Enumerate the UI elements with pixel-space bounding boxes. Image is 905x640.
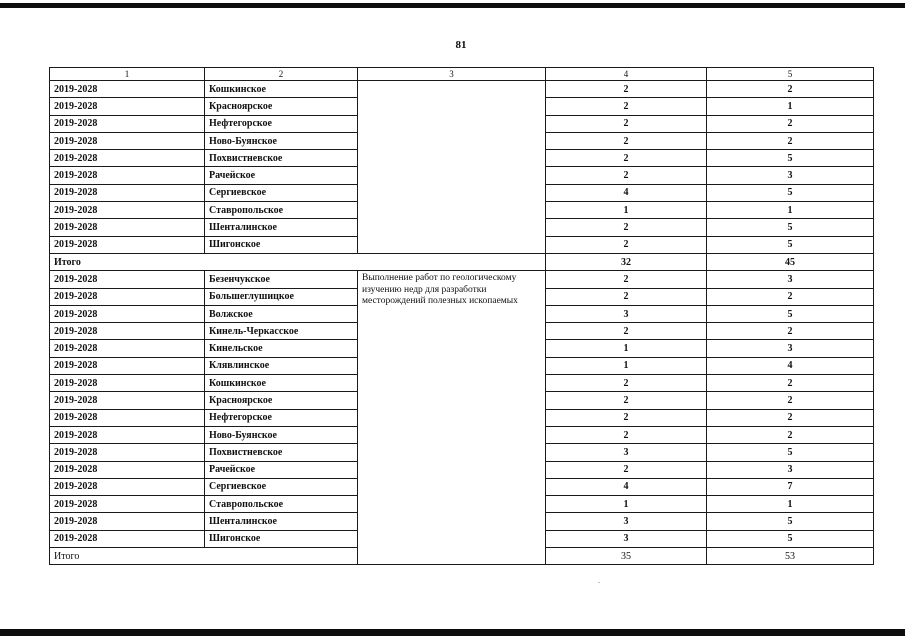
period-cell: 2019-2028 [50, 426, 205, 443]
table-row [50, 81, 874, 98]
period-cell: 2019-2028 [50, 150, 205, 167]
top-border [0, 3, 905, 8]
value-col-4: 2 [546, 461, 707, 478]
total-row [50, 253, 874, 270]
period-cell: 2019-2028 [50, 340, 205, 357]
district-name-cell: Сергиевское [205, 184, 358, 201]
period-cell: 2019-2028 [50, 409, 205, 426]
period-cell: 2019-2028 [50, 323, 205, 340]
scan-artifact [598, 582, 600, 583]
district-name-cell: Красноярское [205, 392, 358, 409]
value-col-4: 2 [546, 426, 707, 443]
value-col-4: 2 [546, 271, 707, 288]
district-name-cell: Шенталинское [205, 219, 358, 236]
page-number: 81 [455, 39, 467, 51]
district-name-cell: Похвистневское [205, 444, 358, 461]
header-col-2: 2 [205, 68, 358, 81]
period-cell: 2019-2028 [50, 496, 205, 513]
value-col-4: 3 [546, 305, 707, 322]
header-col-1: 1 [50, 68, 205, 81]
total-col-5: 53 [707, 548, 874, 565]
period-cell: 2019-2028 [50, 288, 205, 305]
period-cell: 2019-2028 [50, 271, 205, 288]
value-col-4: 2 [546, 150, 707, 167]
district-name-cell: Красноярское [205, 98, 358, 115]
value-col-5: 3 [707, 340, 874, 357]
district-name-cell: Шигонское [205, 236, 358, 253]
header-col-5: 5 [707, 68, 874, 81]
value-col-4: 2 [546, 409, 707, 426]
value-col-4: 4 [546, 184, 707, 201]
period-cell: 2019-2028 [50, 219, 205, 236]
district-name-cell: Ставропольское [205, 496, 358, 513]
period-cell: 2019-2028 [50, 167, 205, 184]
total-col-4: 35 [546, 548, 707, 565]
value-col-5: 5 [707, 444, 874, 461]
district-name-cell: Похвистневское [205, 150, 358, 167]
value-col-5: 4 [707, 357, 874, 374]
value-col-5: 2 [707, 323, 874, 340]
period-cell: 2019-2028 [50, 81, 205, 98]
value-col-4: 1 [546, 202, 707, 219]
value-col-5: 2 [707, 375, 874, 392]
value-col-5: 2 [707, 426, 874, 443]
value-col-4: 2 [546, 132, 707, 149]
value-col-5: 3 [707, 461, 874, 478]
value-col-5: 2 [707, 115, 874, 132]
value-col-4: 2 [546, 98, 707, 115]
value-col-4: 2 [546, 115, 707, 132]
description-cell [358, 81, 546, 254]
value-col-5: 3 [707, 167, 874, 184]
period-cell: 2019-2028 [50, 132, 205, 149]
value-col-5: 1 [707, 202, 874, 219]
district-name-cell: Большеглушицкое [205, 288, 358, 305]
value-col-5: 1 [707, 496, 874, 513]
district-name-cell: Безенчукское [205, 271, 358, 288]
value-col-4: 2 [546, 167, 707, 184]
total-col-5: 45 [707, 253, 874, 270]
bottom-border [0, 629, 905, 636]
total-label: Итого [50, 253, 546, 270]
value-col-5: 5 [707, 150, 874, 167]
value-col-4: 2 [546, 392, 707, 409]
period-cell: 2019-2028 [50, 375, 205, 392]
value-col-4: 1 [546, 357, 707, 374]
period-cell: 2019-2028 [50, 202, 205, 219]
value-col-5: 7 [707, 478, 874, 495]
period-cell: 2019-2028 [50, 236, 205, 253]
value-col-5: 5 [707, 184, 874, 201]
period-cell: 2019-2028 [50, 184, 205, 201]
value-col-4: 3 [546, 444, 707, 461]
district-name-cell: Ново-Буянское [205, 132, 358, 149]
district-name-cell: Кинель-Черкасское [205, 323, 358, 340]
district-name-cell: Клявлинское [205, 357, 358, 374]
value-col-5: 5 [707, 305, 874, 322]
value-col-4: 2 [546, 323, 707, 340]
data-table [49, 67, 874, 565]
value-col-5: 2 [707, 81, 874, 98]
district-name-cell: Сергиевское [205, 478, 358, 495]
period-cell: 2019-2028 [50, 478, 205, 495]
value-col-4: 2 [546, 288, 707, 305]
district-name-cell: Шенталинское [205, 513, 358, 530]
value-col-5: 2 [707, 409, 874, 426]
value-col-5: 2 [707, 132, 874, 149]
value-col-4: 2 [546, 219, 707, 236]
value-col-4: 3 [546, 530, 707, 547]
period-cell: 2019-2028 [50, 115, 205, 132]
district-name-cell: Кинельское [205, 340, 358, 357]
header-col-3: 3 [358, 68, 546, 81]
period-cell: 2019-2028 [50, 392, 205, 409]
period-cell: 2019-2028 [50, 513, 205, 530]
value-col-4: 3 [546, 513, 707, 530]
district-name-cell: Кошкинское [205, 81, 358, 98]
table-header-row [50, 68, 874, 81]
period-cell: 2019-2028 [50, 305, 205, 322]
district-name-cell: Нефтегорское [205, 409, 358, 426]
value-col-5: 1 [707, 98, 874, 115]
value-col-5: 2 [707, 392, 874, 409]
district-name-cell: Рачейское [205, 461, 358, 478]
district-name-cell: Ставропольское [205, 202, 358, 219]
period-cell: 2019-2028 [50, 357, 205, 374]
value-col-5: 5 [707, 513, 874, 530]
period-cell: 2019-2028 [50, 530, 205, 547]
district-name-cell: Нефтегорское [205, 115, 358, 132]
value-col-5: 2 [707, 288, 874, 305]
district-name-cell: Ново-Буянское [205, 426, 358, 443]
value-col-5: 5 [707, 236, 874, 253]
table-body [50, 68, 874, 565]
total-label: Итого [50, 548, 358, 565]
period-cell: 2019-2028 [50, 98, 205, 115]
description-cell: Выполнение работ по геологическому изучению недр для разработки месторождений полезных ископаемых [358, 271, 546, 565]
value-col-4: 2 [546, 375, 707, 392]
total-col-4: 32 [546, 253, 707, 270]
district-name-cell: Кошкинское [205, 375, 358, 392]
value-col-5: 3 [707, 271, 874, 288]
header-col-4: 4 [546, 68, 707, 81]
value-col-5: 5 [707, 530, 874, 547]
value-col-4: 1 [546, 340, 707, 357]
district-name-cell: Волжское [205, 305, 358, 322]
value-col-5: 5 [707, 219, 874, 236]
value-col-4: 2 [546, 81, 707, 98]
value-col-4: 1 [546, 496, 707, 513]
value-col-4: 2 [546, 236, 707, 253]
table-row [50, 271, 874, 288]
district-name-cell: Рачейское [205, 167, 358, 184]
period-cell: 2019-2028 [50, 461, 205, 478]
district-name-cell: Шигонское [205, 530, 358, 547]
period-cell: 2019-2028 [50, 444, 205, 461]
value-col-4: 4 [546, 478, 707, 495]
